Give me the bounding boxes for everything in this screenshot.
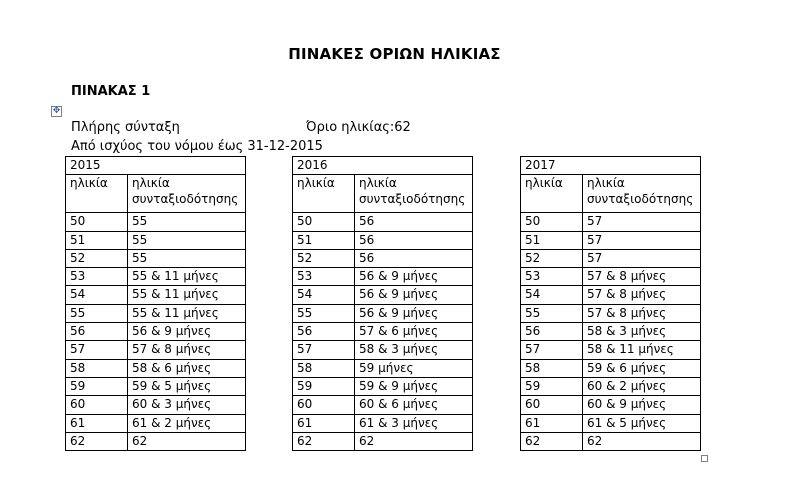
age-cell: 54 [293,286,355,304]
table-row [66,323,246,341]
age-cell: 61 [293,414,355,432]
table-row [66,268,246,286]
retirement-age-cell: 55 [128,249,246,267]
age-cell: 52 [521,249,583,267]
age-cell: 55 [521,304,583,322]
full-pension-label: Πλήρης σύνταξη [71,120,180,135]
age-cell: 59 [66,377,128,395]
year-cell: 2017 [521,157,701,175]
table-row [521,286,701,304]
age-limit-label: Όριο ηλικίας:62 [306,120,411,135]
retirement-age-cell: 55 & 11 μήνες [128,286,246,304]
retirement-age-cell: 62 [128,432,246,450]
retirement-age-cell: 60 & 3 μήνες [128,396,246,414]
year-cell: 2016 [293,157,473,175]
retirement-age-cell: 57 [583,231,701,249]
age-cell: 53 [521,268,583,286]
retirement-age-cell: 61 & 2 μήνες [128,414,246,432]
age-cell: 55 [293,304,355,322]
table-row [293,249,473,267]
retirement-age-cell: 62 [583,432,701,450]
age-cell: 57 [66,341,128,359]
table-row [66,377,246,395]
age-cell: 56 [521,323,583,341]
age-header: ηλικία [521,175,583,213]
age-cell: 61 [521,414,583,432]
age-cell: 60 [293,396,355,414]
table-row [521,268,701,286]
table-row [521,249,701,267]
table-row [521,213,701,231]
table-row [293,268,473,286]
table-row [293,341,473,359]
retirement-age-cell: 57 [583,213,701,231]
table-body [521,157,701,451]
age-cell: 59 [521,377,583,395]
retirement-age-cell: 56 [355,249,473,267]
table-row [66,286,246,304]
retirement-age-cell: 59 & 6 μήνες [583,359,701,377]
retirement-age-cell: 55 [128,213,246,231]
age-cell: 53 [293,268,355,286]
table-row [66,414,246,432]
retirement-age-cell: 57 & 8 μήνες [583,286,701,304]
age-header: ηλικία [293,175,355,213]
retirement-age-cell: 55 & 11 μήνες [128,268,246,286]
retirement-age-cell: 56 & 9 μήνες [128,323,246,341]
retirement-age-cell: 58 & 6 μήνες [128,359,246,377]
table-row [293,432,473,450]
table-heading: ΠΙΝΑΚΑΣ 1 [71,84,151,99]
retirement-age-cell: 59 & 5 μήνες [128,377,246,395]
retirement-age-cell: 60 & 6 μήνες [355,396,473,414]
age-cell: 51 [521,231,583,249]
age-cell: 52 [293,249,355,267]
table-row [66,432,246,450]
retirement-age-header: ηλικία συνταξιοδότησης [128,175,246,213]
retirement-age-cell: 61 & 3 μήνες [355,414,473,432]
retirement-age-cell: 58 & 11 μήνες [583,341,701,359]
retirement-age-cell: 56 & 9 μήνες [355,304,473,322]
retirement-age-cell: 57 & 8 μήνες [583,304,701,322]
table-row [521,341,701,359]
table-row [293,286,473,304]
age-cell: 50 [66,213,128,231]
retirement-age-cell: 59 μήνες [355,359,473,377]
age-cell: 56 [293,323,355,341]
table-row [66,359,246,377]
age-cell: 50 [521,213,583,231]
age-cell: 57 [293,341,355,359]
table-row [521,231,701,249]
retirement-age-header: ηλικία συνταξιοδότησης [583,175,701,213]
table-row [293,396,473,414]
table-row [521,323,701,341]
table-row [293,213,473,231]
retirement-age-header: ηλικία συνταξιοδότησης [355,175,473,213]
age-cell: 58 [293,359,355,377]
table-row [521,396,701,414]
table-resize-handle[interactable] [701,455,708,462]
table-body [66,157,246,451]
retirement-age-cell: 56 & 9 μήνες [355,268,473,286]
retirement-age-cell: 57 [583,249,701,267]
header-row [521,175,701,213]
table-row [521,359,701,377]
retirement-age-cell: 58 & 3 μήνες [355,341,473,359]
retirement-age-cell: 57 & 6 μήνες [355,323,473,341]
age-cell: 58 [521,359,583,377]
retirement-age-cell: 60 & 9 μήνες [583,396,701,414]
table-row [66,249,246,267]
age-cell: 62 [293,432,355,450]
retirement-age-cell: 62 [355,432,473,450]
table-row [293,377,473,395]
table-row [293,304,473,322]
table-row [293,359,473,377]
age-table-2017 [520,156,701,451]
table-row [521,377,701,395]
retirement-age-cell: 56 [355,231,473,249]
age-cell: 60 [521,396,583,414]
age-cell: 59 [293,377,355,395]
header-row [293,175,473,213]
age-cell: 54 [66,286,128,304]
table-row [293,323,473,341]
retirement-age-cell: 55 & 11 μήνες [128,304,246,322]
retirement-age-cell: 60 & 2 μήνες [583,377,701,395]
age-table-2016 [292,156,473,451]
year-row [521,157,701,175]
table-row [66,231,246,249]
year-row [293,157,473,175]
age-cell: 52 [66,249,128,267]
table-row [521,432,701,450]
table-row [66,341,246,359]
retirement-age-cell: 56 [355,213,473,231]
age-cell: 54 [521,286,583,304]
table-row [66,304,246,322]
age-cell: 57 [521,341,583,359]
age-cell: 50 [293,213,355,231]
age-cell: 61 [66,414,128,432]
page-title: ΠΙΝΑΚΕΣ ΟΡΙΩΝ ΗΛΙΚΙΑΣ [288,45,501,63]
age-cell: 53 [66,268,128,286]
table-row [293,414,473,432]
age-cell: 58 [66,359,128,377]
retirement-age-cell: 61 & 5 μήνες [583,414,701,432]
table-row [521,414,701,432]
validity-period-label: Από ισχύος του νόμου έως 31-12-2015 [71,139,323,154]
age-cell: 51 [66,231,128,249]
age-header: ηλικία [66,175,128,213]
retirement-age-cell: 59 & 9 μήνες [355,377,473,395]
table-row [521,304,701,322]
retirement-age-cell: 55 [128,231,246,249]
age-cell: 62 [521,432,583,450]
table-row [293,231,473,249]
table-row [66,396,246,414]
retirement-age-cell: 57 & 8 μήνες [583,268,701,286]
age-table-2015 [65,156,246,451]
retirement-age-cell: 56 & 9 μήνες [355,286,473,304]
year-cell: 2015 [66,157,246,175]
retirement-age-cell: 57 & 8 μήνες [128,341,246,359]
table-move-icon[interactable]: ✥ [52,106,61,116]
table-row [66,213,246,231]
year-row [66,157,246,175]
header-row [66,175,246,213]
age-cell: 62 [66,432,128,450]
retirement-age-cell: 58 & 3 μήνες [583,323,701,341]
age-cell: 55 [66,304,128,322]
age-cell: 60 [66,396,128,414]
table-body [293,157,473,451]
age-cell: 51 [293,231,355,249]
age-cell: 56 [66,323,128,341]
